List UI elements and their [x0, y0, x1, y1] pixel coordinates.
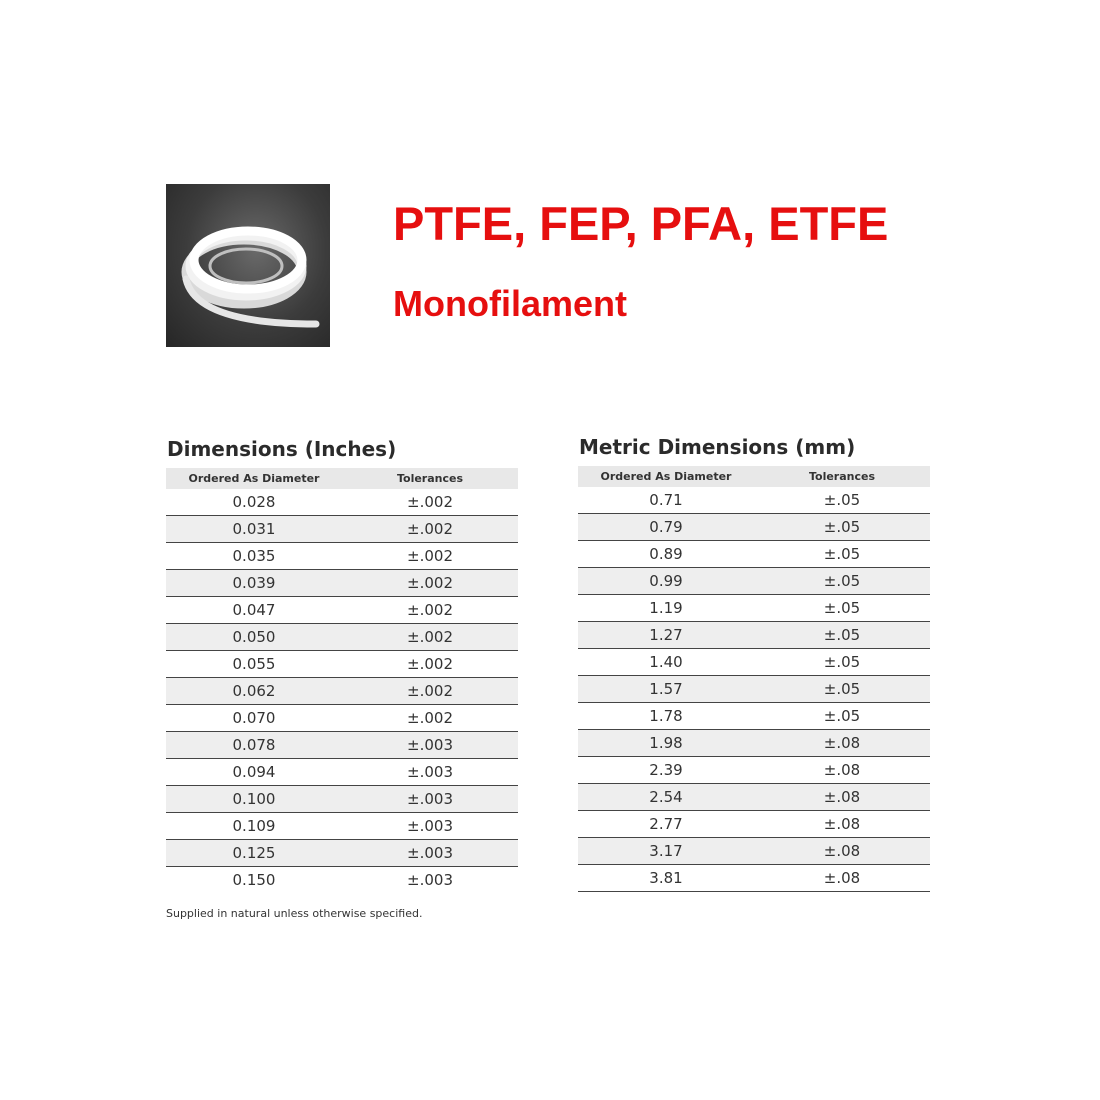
- tolerance-cell: ±.002: [342, 705, 518, 732]
- column-header-tolerances: Tolerances: [754, 466, 930, 487]
- page-title: PTFE, FEP, PFA, ETFE: [393, 197, 889, 250]
- table-row: [166, 732, 518, 759]
- tolerance-cell: ±.002: [342, 678, 518, 705]
- table-row: [166, 489, 518, 516]
- diameter-cell: 0.094: [166, 759, 342, 786]
- metric-table: [578, 466, 930, 892]
- table-row: [166, 759, 518, 786]
- tolerance-cell: ±.08: [754, 730, 930, 757]
- diameter-cell: 0.89: [578, 541, 754, 568]
- table-row: [578, 487, 930, 514]
- diameter-cell: 0.070: [166, 705, 342, 732]
- table-row: [166, 516, 518, 543]
- metric-table-heading: Metric Dimensions (mm): [579, 435, 856, 459]
- diameter-cell: 0.028: [166, 489, 342, 516]
- diameter-cell: 0.79: [578, 514, 754, 541]
- tolerance-cell: ±.003: [407, 871, 453, 889]
- tolerance-cell: ±.08: [754, 811, 930, 838]
- tolerance-cell: ±.002: [342, 489, 518, 516]
- tolerance-cell: ±.002: [342, 543, 518, 570]
- inches-table-heading: Dimensions (Inches): [167, 437, 397, 461]
- diameter-cell: 3.81: [578, 865, 754, 892]
- table-row: [578, 730, 930, 757]
- tolerance-cell: ±.08: [754, 865, 930, 892]
- diameter-cell: 0.99: [578, 568, 754, 595]
- tolerance-cell: ±.05: [754, 649, 930, 676]
- table-row: [578, 838, 930, 865]
- table-row: [166, 651, 518, 678]
- tolerance-cell: ±.002: [342, 516, 518, 543]
- diameter-cell: 0.150: [232, 871, 276, 889]
- diameter-cell: 0.100: [166, 786, 342, 813]
- diameter-cell: 0.109: [166, 813, 342, 840]
- table-row: [166, 840, 518, 867]
- tolerance-cell: ±.002: [342, 651, 518, 678]
- table-row: [578, 541, 930, 568]
- diameter-cell: 1.57: [578, 676, 754, 703]
- table-row: [166, 597, 518, 624]
- table-row: [166, 705, 518, 732]
- column-header-diameter: Ordered As Diameter: [578, 466, 754, 487]
- diameter-cell: 0.035: [166, 543, 342, 570]
- table-header-row: [166, 468, 518, 489]
- diameter-cell: 0.71: [578, 487, 754, 514]
- table-row: [578, 622, 930, 649]
- table-row: [578, 784, 930, 811]
- table-row: [166, 570, 518, 597]
- tolerance-cell: ±.08: [754, 757, 930, 784]
- tolerance-cell: ±.002: [342, 624, 518, 651]
- table-row: [166, 867, 518, 894]
- tolerance-cell: ±.05: [754, 595, 930, 622]
- diameter-cell: 2.39: [578, 757, 754, 784]
- tolerance-cell: ±.002: [342, 570, 518, 597]
- diameter-cell: 1.27: [578, 622, 754, 649]
- metric-table-section: [578, 434, 930, 892]
- diameter-cell: 0.047: [166, 597, 342, 624]
- table-row: [578, 703, 930, 730]
- tolerance-cell: ±.002: [342, 597, 518, 624]
- diameter-cell: 0.031: [166, 516, 342, 543]
- table-header-row: [578, 466, 930, 487]
- table-row: [578, 595, 930, 622]
- diameter-cell: 0.039: [166, 570, 342, 597]
- table-row: [166, 624, 518, 651]
- page-subtitle: Monofilament: [393, 283, 627, 324]
- table-row: [166, 813, 518, 840]
- inches-table: [166, 468, 518, 893]
- product-photo-coiled-tubing: [166, 184, 330, 347]
- table-row: [578, 757, 930, 784]
- tolerance-cell: ±.003: [342, 732, 518, 759]
- diameter-cell: 0.078: [166, 732, 342, 759]
- diameter-cell: 1.78: [578, 703, 754, 730]
- tolerance-cell: ±.05: [754, 487, 930, 514]
- column-header-diameter: Ordered As Diameter: [166, 468, 342, 489]
- tolerance-cell: ±.05: [754, 622, 930, 649]
- diameter-cell: 3.17: [578, 838, 754, 865]
- inches-table-section: [166, 436, 518, 893]
- tolerance-cell: ±.05: [754, 676, 930, 703]
- tolerance-cell: ±.003: [342, 759, 518, 786]
- table-row: [166, 786, 518, 813]
- column-header-tolerances: Tolerances: [342, 468, 518, 489]
- table-row: [578, 865, 930, 892]
- table-row: [578, 649, 930, 676]
- diameter-cell: 1.98: [578, 730, 754, 757]
- table-row: [578, 811, 930, 838]
- table-row: [578, 514, 930, 541]
- diameter-cell: 0.050: [166, 624, 342, 651]
- diameter-cell: 2.54: [578, 784, 754, 811]
- tolerance-cell: ±.003: [342, 786, 518, 813]
- diameter-cell: 0.062: [166, 678, 342, 705]
- table-row: [578, 676, 930, 703]
- tolerance-cell: ±.05: [754, 514, 930, 541]
- diameter-cell: 0.125: [166, 840, 342, 867]
- diameter-cell: 1.40: [578, 649, 754, 676]
- tolerance-cell: ±.05: [754, 541, 930, 568]
- table-row: [166, 678, 518, 705]
- tolerance-cell: ±.003: [342, 813, 518, 840]
- tolerance-cell: ±.003: [342, 840, 518, 867]
- table-row: [578, 568, 930, 595]
- tolerance-cell: ±.08: [754, 838, 930, 865]
- tolerance-cell: ±.08: [754, 784, 930, 811]
- diameter-cell: 0.055: [166, 651, 342, 678]
- tolerance-cell: ±.05: [754, 703, 930, 730]
- tolerance-cell: ±.05: [754, 568, 930, 595]
- footnote: Supplied in natural unless otherwise specified.: [166, 907, 423, 920]
- table-row: [166, 543, 518, 570]
- diameter-cell: 2.77: [578, 811, 754, 838]
- diameter-cell: 1.19: [578, 595, 754, 622]
